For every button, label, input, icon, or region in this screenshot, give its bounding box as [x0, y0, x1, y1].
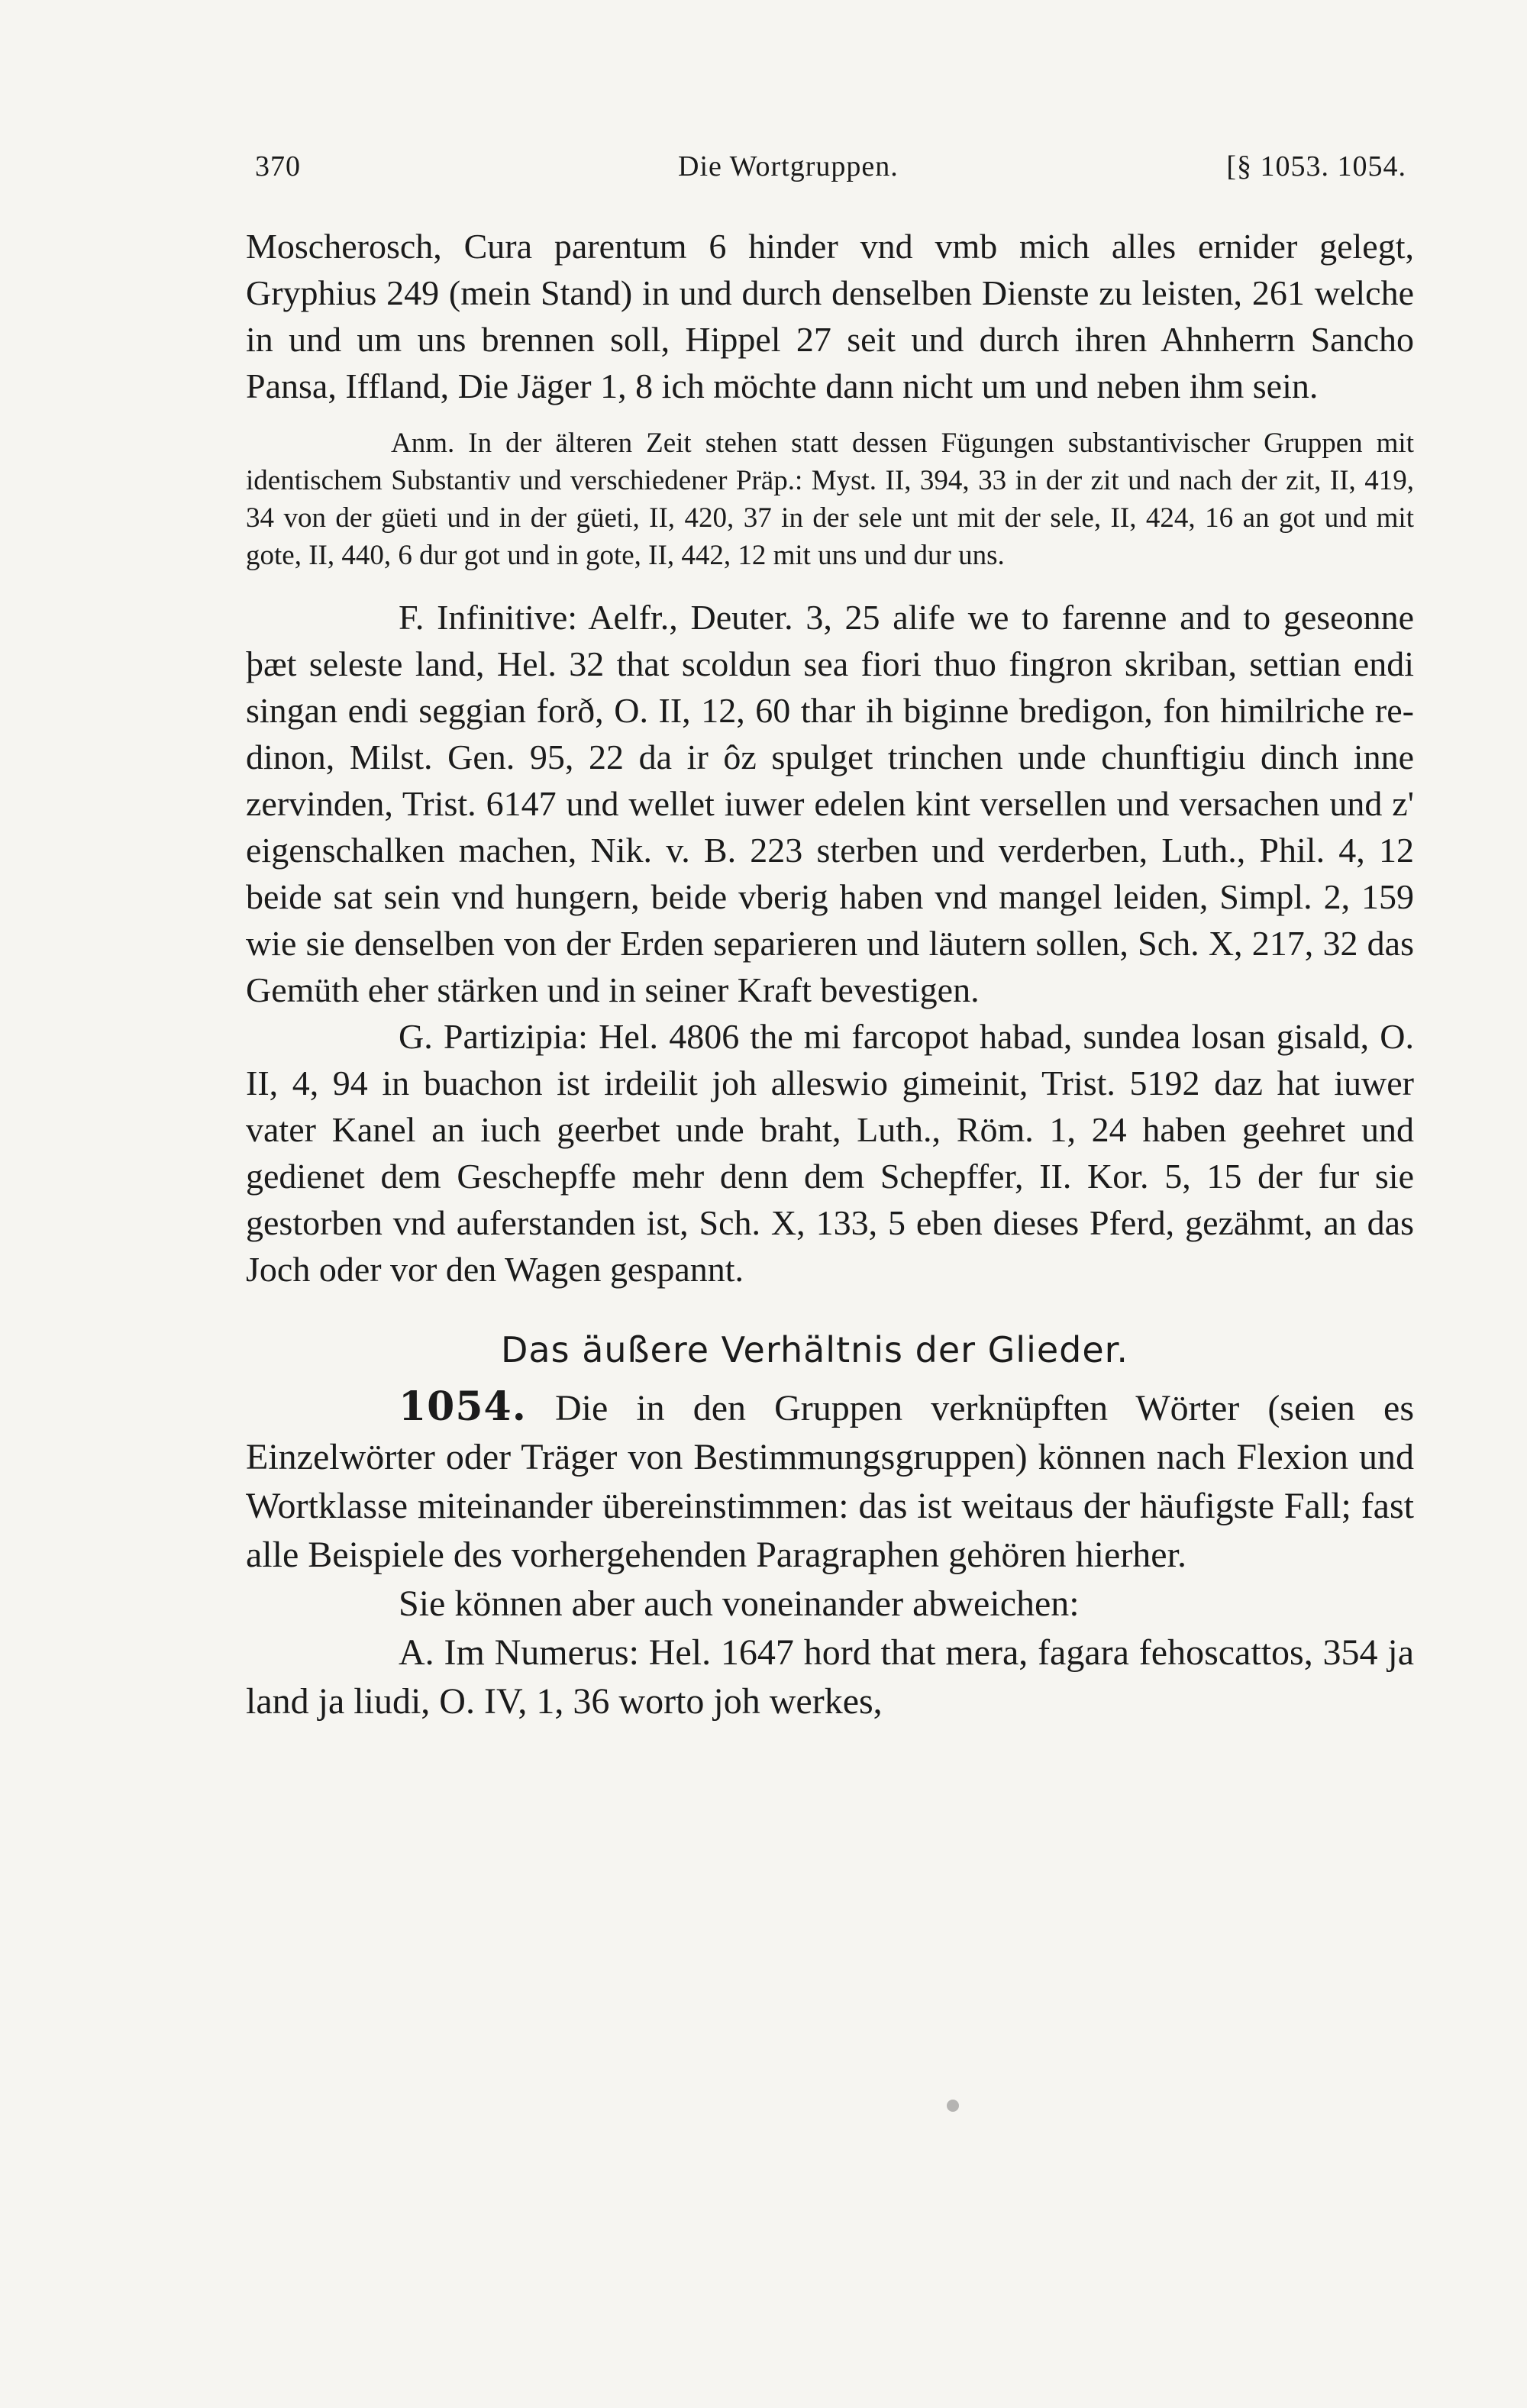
note-anm — [246, 424, 1414, 574]
section-heading: Das äußere Verhältnis der Glieder. — [501, 1329, 1128, 1370]
paragraph-numerus: A. Im Numerus: Hel. 1647 hord that mera, fagara fehoscattos, 354 ja land ja liudi, O. IV, 1, 36 worto joh werkes, — [246, 1632, 1414, 1722]
note-text: In der älteren Zeit stehen statt dessen Fügungen substantivischer Gruppen mit identischem Substantiv und verschiedener Präp.: Myst. II, 394, 33 in der zit und nach der zit, II, 419, 34 von der güeti und in der güeti, II, 420, 37 in der sele unt mit der sele, II, 424, 16 an got und mit gote, II, 440, 6 dur got und in gote, II, 442, 12 mit uns und dur uns. — [246, 428, 1414, 571]
paragraph-examples-prepositions: Moscherosch, Cura parentum 6 hinder vnd vmb mich alles ernider gelegt, Gryphius 249 (mein Stand) in und durch denselben Dienste zu leisten, 261 welche in und um uns brennen soll, Hippel 27 seit und durch ihren Ahnherrn Sancho Pansa, Iffland, Die Jäger 1, 8 ich möchte dann nicht um und neben ihm sein. — [246, 227, 1414, 405]
paragraph-deviation: Sie können aber auch voneinander abweichen: — [399, 1583, 1080, 1624]
section-reference: [§ 1053. 1054. — [1226, 150, 1406, 182]
page-number: 370 — [255, 150, 301, 182]
paragraph-participles: G. Partizipia: Hel. 4806 the mi farcopot habad, sundea losan gisald, O. II, 4, 94 in buachon ist irdeilit joh alleswio gimeinit, Trist. 5192 daz hat iuwer vater Kanel an iuch geerbet unde braht, Luth., Röm. 1, 24 haben geehret und gedienet dem Geschepffe mehr denn dem Schepffer, II. Kor. 5, 15 der fur sie gestorben vnd auferstanden ist, Sch. X, 133, 5 eben dieses Pferd, gezähmt, an das Joch oder vor den Wagen gespannt. — [246, 1017, 1414, 1289]
running-title: Die Wortgruppen. — [678, 150, 899, 182]
page-body — [246, 223, 1414, 1726]
paragraph-infinitive: F. Infinitive: Aelfr., Deuter. 3, 25 alife we to farenne and to geseonne þæt seleste land, Hel. 32 that scoldun sea fiori thuo fingron skriban, settian endi singan endi seggian forð, O. II, 12, 60 thar ih biginne bredigon, fon himilriche redinon, Milst. Gen. 95, 22 da ir ôz spulget trinchen unde chunftigiu dinch inne zervinden, Trist. 6147 und wellet iuwer edelen kint versellen und versachen und z' eigenschalken machen, Nik. v. B. 223 sterben und verderben, Luth., Phil. 4, 12 beide sat sein vnd hungern, beide vberig haben vnd mangel leiden, Simpl. 2, 159 wie sie denselben von der Erden separieren und läutern sollen, Sch. X, 217, 32 das Gemüth eher stärken und in seiner Kraft bevestigen. — [246, 598, 1414, 1009]
running-header — [255, 150, 1406, 195]
note-label: Anm. — [391, 428, 455, 459]
ink-spot-decoration — [947, 2100, 959, 2112]
paragraph-1054 — [246, 1383, 1414, 1580]
section-number: 1054. — [399, 1383, 527, 1430]
section-1054-text: Die in den Gruppen verknüpften Wörter (seien es Einzelwörter oder Träger von Bestimmungsgruppen) können nach Flexion und Wortklasse miteinander übereinstimmen: das ist weitaus der häufigste Fall; fast alle Beispiele des vorhergehenden Paragraphen gehören hierher. — [246, 1388, 1415, 1575]
